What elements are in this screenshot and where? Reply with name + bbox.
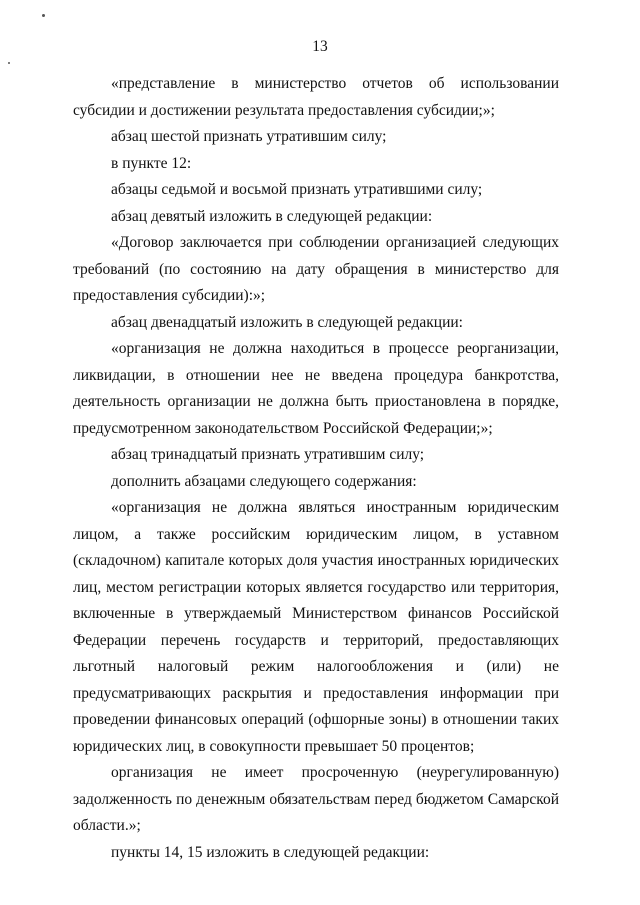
- paragraph: абзац тринадцатый признать утратившим силу;: [111, 446, 425, 463]
- document-body: [73, 71, 559, 866]
- paragraph: в пункте 12:: [111, 154, 192, 172]
- paragraph: организация не имеет просроченную (неурегулированную) задолженность по денежным обязательствам перед бюджетом Самарской области.»;: [73, 764, 559, 834]
- paragraph: «организация не должна являться иностранным юридическим лицом, а также российским юридическим лицом, в уставном (складочном) капитале которых доля участия иностранных юридических лиц, местом регистрации которых является государство или территория, включенные в утверждаемый Министерством финансов Российской Федерации перечень государств и территорий, предоставляющих льготный налоговый режим налогообложения и (или) не предусматривающих раскрытия и предоставления информации при проведении финансовых операций (офшорные зоны) в отношении таких юридических лиц, в совокупности превышает 50 процентов;: [73, 499, 559, 755]
- paragraph: «Договор заключается при соблюдении организацией следующих требований (по состоянию на дату обращения в министерство для предоставления субсидии):»;: [73, 234, 559, 304]
- paragraph: «организация не должна находиться в процессе реорганизации, ликвидации, в отношении нее не введена процедура банкротства, деятельность организации не должна быть приостановлена в порядке, предусмотренном законодательством Российской Федерации;»;: [73, 340, 559, 437]
- paragraph: «представление в министерство отчетов об использовании субсидии и достижении результата предоставления субсидии;»;: [73, 75, 559, 119]
- paragraph: пункты 14, 15 изложить в следующей редакции:: [111, 843, 430, 861]
- scan-speck: [42, 14, 45, 17]
- paragraph: дополнить абзацами следующего содержания:: [111, 472, 417, 490]
- paragraph: абзац двенадцатый изложить в следующей редакции:: [111, 313, 463, 331]
- page-number: 13: [312, 38, 328, 55]
- paragraph: абзац шестой признать утратившим силу;: [111, 128, 387, 145]
- paragraph: абзац девятый изложить в следующей редакции:: [111, 207, 433, 225]
- paragraph: абзацы седьмой и восьмой признать утратившими силу;: [111, 181, 483, 198]
- scan-speck: [8, 62, 10, 64]
